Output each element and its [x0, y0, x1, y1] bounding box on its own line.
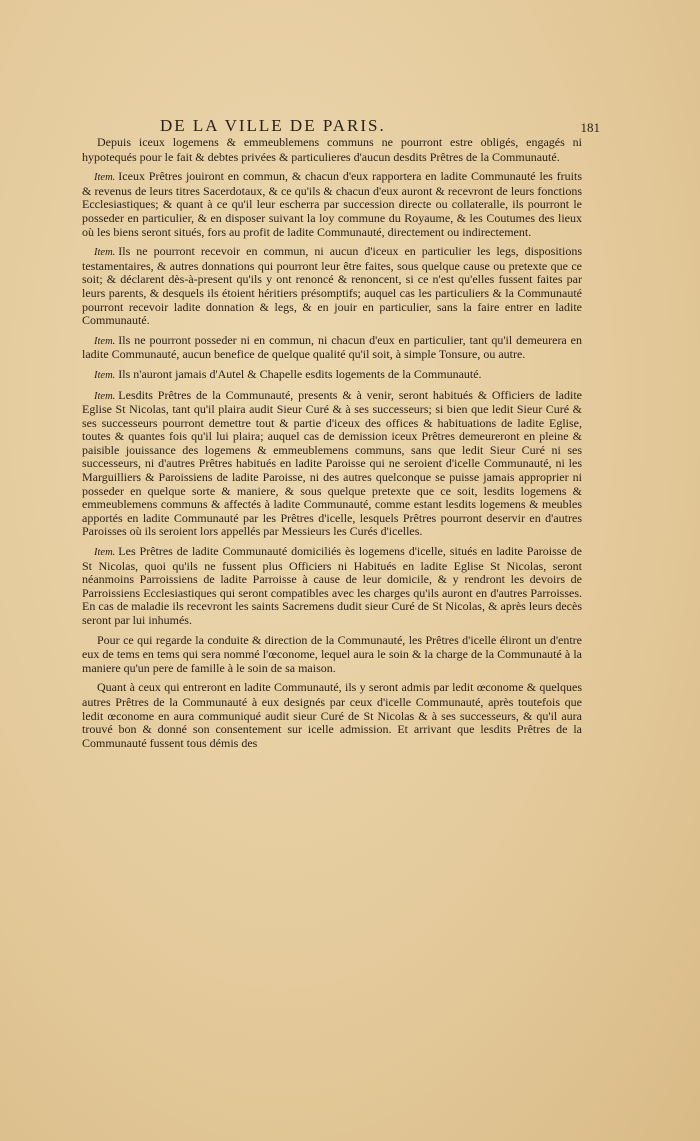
paragraph-text: Lesdits Prêtres de la Communauté, presents & à venir, seront habitués & Officiers de ladite Eglise St Nicolas, tant qu'il plaira audit Sieur Curé & à ses successeurs; si bien que ledit Sieur Curé & ses successeurs pourront demettre tout & partie d'iceux des offices & habituations de ladite Eglise, toutes & quantes fois qu'il lui plaira; auquel cas de demission iceux Prêtres demeureront en pleine & paisible jouissance des logemens & emmeublemens communs, sans que ledit Sieur Curé ni ses successeurs, ni d'autres Prêtres habitués en ladite Paroisse qui ne seroient d'icelle Communauté, ni les Marguilliers & Paroissiens de ladite Paroisse, ni des autres quelconque se puisse jamais approprier ni posseder en quelque sorte & maniere, & sous quelque pretexte que ce soit, lesdits logemens & emmeublemens communs & affectés à ladite Communauté, comme estant lesdits logemens & meubles apportés en ladite Communauté par les Prêtres d'icelle, lesquels Prêtres pourront deservir en d'autres Paroisses où ils seroient lors appellés par Messieurs les Curés d'icelles. [82, 387, 582, 539]
item-marker: Item. [94, 369, 116, 381]
paragraph [82, 136, 582, 164]
paragraph [82, 389, 582, 540]
paragraph-text: Ils ne pourront posseder ni en commun, ni chacun d'eux en particulier, tant qu'il demeurera en ladite Communauté, aucun benefice de quelque qualité qu'il soit, à simple Tonsure, ou autre. [82, 332, 582, 362]
item-marker: Item. [94, 172, 116, 184]
paragraph [82, 245, 582, 328]
item-marker: Item. [94, 547, 116, 559]
paragraph-text: Iceux Prêtres jouiront en commun, & chacun d'eux rapportera en ladite Communauté les fruits & revenus de leurs titres Sacerdotaux, & ce qu'ils & chacun d'eux auront & recevront de leurs fonctions Ecclesiastiques; & quant à ce qu'il leur escherra par succession directe ou collateralle, ils pourront le posseder en particulier, & en disposer suivant la loy commune du Royaume, & les Coutumes des lieux où les biens seront situés, fors au profit de ladite Communauté, directement ou indirectement. [82, 169, 582, 239]
paragraph [82, 545, 582, 628]
page-header [80, 116, 600, 136]
item-marker: Item. [94, 335, 116, 347]
running-title: DE LA VILLE DE PARIS. [160, 116, 386, 135]
paragraph [82, 681, 582, 750]
paragraph [82, 634, 582, 676]
page-number: 181 [580, 120, 600, 135]
paragraph-text: Ils ne pourront recevoir en commun, ni aucun d'iceux en particulier les legs, dispositions testamentaires, & autres donnations qui pourront leur être faites, sous quelque cause ou pretexte que ce soit; & déclarent dès-à-present qu'ils y ont renoncé & renoncent, si ce n'est qu'elles fussent faites par leurs parents, & desquels ils étoient héritiers présomptifs; auquel cas les particuliers & la Communauté pourront recevoir ladite donnation & legs, & en jouir en particulier, sans la faire entrer en ladite Communauté. [82, 244, 582, 328]
item-marker: Item. [94, 247, 116, 259]
paragraph-text: Quant à ceux qui entreront en ladite Communauté, ils y seront admis par ledit œconome & quelques autres Prêtres de la Communauté à eux designés par ceux d'icelle Communauté, après toutefois que ledit œconome en aura communiqué audit sieur Curé de St Nicolas & à ses successeurs, & qu'il aura trouvé bon & donné son consentement sur icelle admission. Et arrivant que lesdits Prêtres de la Communauté fussent tous démis des [82, 680, 582, 750]
paragraph-text: Ils n'auront jamais d'Autel & Chapelle esdits logements de la Communauté. [118, 366, 482, 381]
paragraph [82, 170, 582, 239]
body-text [82, 136, 582, 756]
paragraph-text: Les Prêtres de ladite Communauté domiciliés ès logemens d'icelle, situés en ladite Paroisse de St Nicolas, quoi qu'ils ne fussent plus Officiers ni Habitués en ladite Eglise St Nicolas, seront néanmoins Parroissiens de ladite Parroisse à cause de leur domicile, & y rendront les devoirs de Parroissiens Ecclesiastiques qui seront compatibles avec les charges qu'ils auront en d'autres Parroisses. En cas de maladie ils recevront les saints Sacremens dudit sieur Curé de St Nicolas, & après leurs decès seront par lui inhumés. [82, 544, 582, 627]
paragraph [82, 368, 582, 383]
paragraph-text: Depuis iceux logemens & emmeublemens communs ne pourront estre obligés, engagés ni hypotequés pour le fait & debtes privées & particulieres d'aucun desdits Prêtres de la Communauté. [82, 135, 582, 164]
paragraph [82, 334, 582, 362]
paragraph-text: Pour ce qui regarde la conduite & direction de la Communauté, les Prêtres d'icelle éliront un d'entre eux de tems en tems qui sera nommé l'œconome, lequel aura le soin & la charge de la Communauté à la maniere qu'un pere de famille à le soin de sa maison. [82, 632, 582, 675]
item-marker: Item. [94, 390, 116, 402]
